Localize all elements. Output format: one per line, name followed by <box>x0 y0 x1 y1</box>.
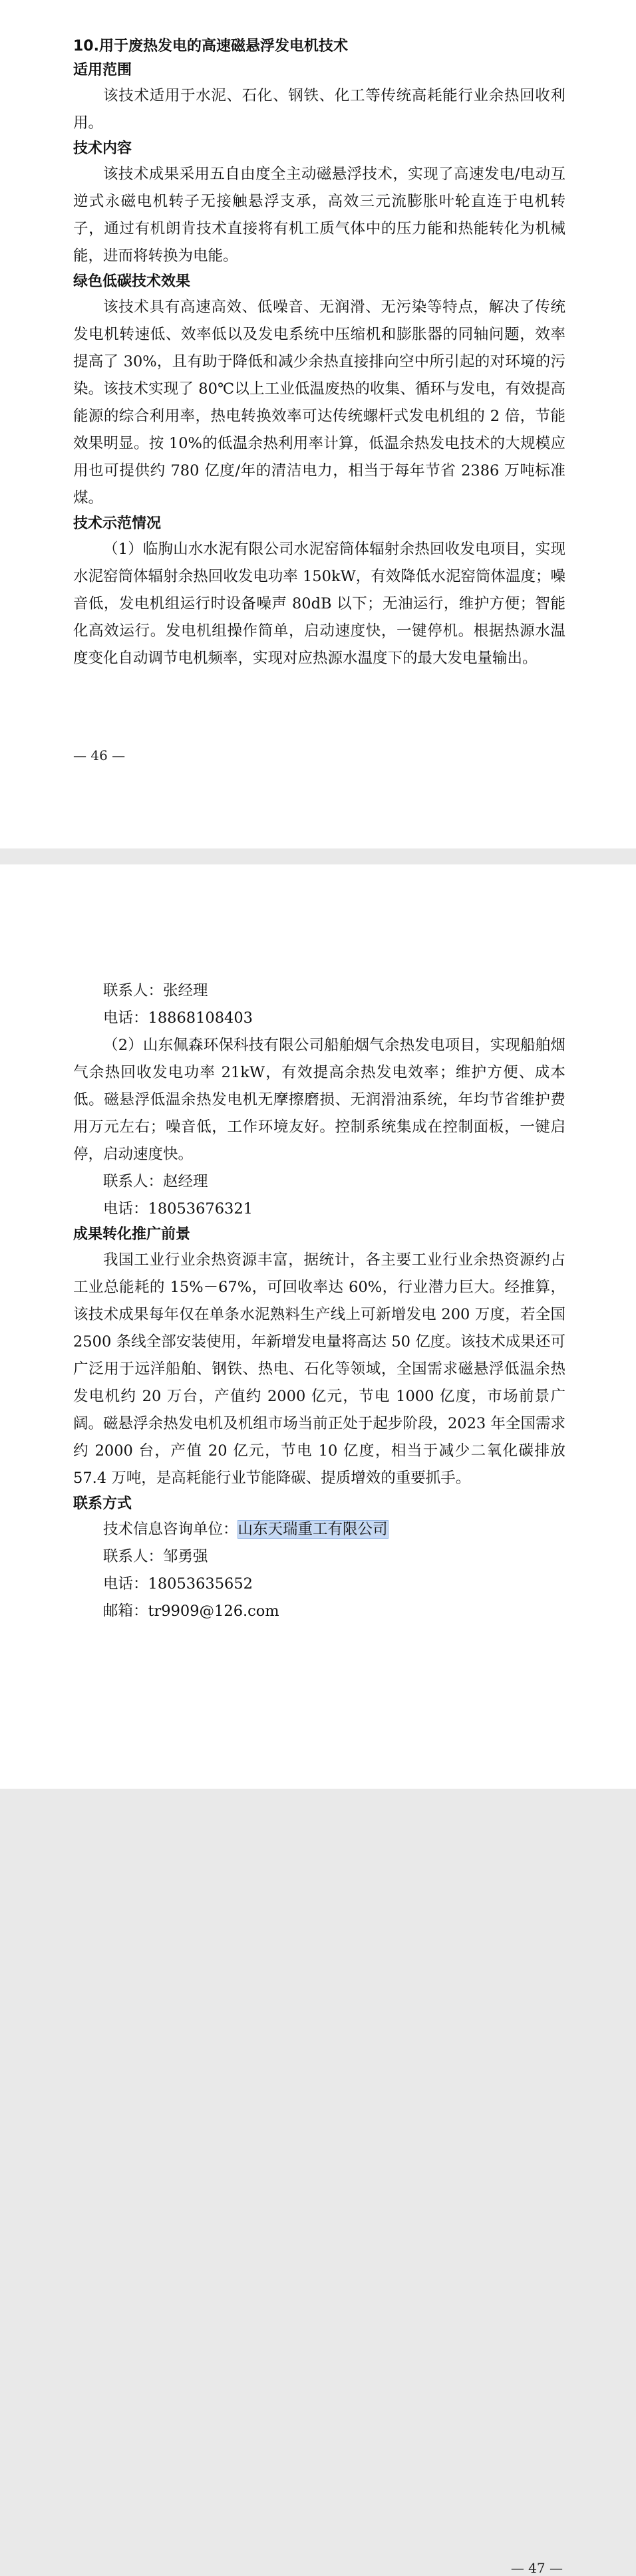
scope-heading: 适用范围 <box>73 62 132 78</box>
case-2-contact-phone: 电话：18053676321 <box>103 1200 253 1218</box>
page-number: — 47 — <box>510 2560 563 2576</box>
section-title: 10.用于废热发电的高速磁悬浮发电机技术 <box>73 38 348 55</box>
page-47-content <box>73 977 565 1625</box>
case-1-contact-person: 联系人：张经理 <box>103 982 208 999</box>
tech-content-text: 该技术成果采用五自由度全主动磁悬浮技术，实现了高速发电/电动互逆式永磁电机转子无接触悬浮支承，高效三元流膨胀叶轮直连于电机转子，通过有机朗肯技术直接将有机工质气体中的压力能和热能转化为机械能，进而将转换为电能。 <box>73 166 565 265</box>
prospect-heading: 成果转化推广前景 <box>73 1226 191 1243</box>
demo-heading: 技术示范情况 <box>73 515 162 532</box>
contact-email: 邮箱：tr9909@126.com <box>103 1603 279 1620</box>
page-number: — 46 — <box>73 747 126 763</box>
contact-person: 联系人：邹勇强 <box>103 1548 208 1565</box>
contact-unit-label: 技术信息咨询单位： <box>103 1521 238 1538</box>
green-effect-heading: 绿色低碳技术效果 <box>73 273 191 290</box>
contact-unit <box>73 1516 565 1543</box>
contact-phone: 电话：18053635652 <box>103 1575 253 1593</box>
page-46-content <box>73 35 565 672</box>
demo-case-2-text: （2）山东佩森环保科技有限公司船舶烟气余热发电项目，实现船舶烟气余热回收发电功率 21kW，有效提高余热发电效率；维护方便、成本低。磁悬浮低温余热发电机无摩擦磨损、无润滑油系统，年均节省维护费用万元左右；噪音低，工作环境友好。控制系统集成在控制面板，一键启停，启动速度快。 <box>73 1037 565 1163</box>
scope-text: 该技术适用于水泥、石化、钢铁、化工等传统高耗能行业余热回收利用。 <box>73 87 565 132</box>
demo-case-1-text: （1）临朐山水水泥有限公司水泥窑筒体辐射余热回收发电项目，实现水泥窑筒体辐射余热回收发电功率 150kW，有效降低水泥窑筒体温度；噪音低，发电机组运行时设备噪声 80dB 以下；无油运行，维护方便；智能化高效运行。发电机组操作简单，启动速度快，一键停机。根据热源水温度变化自动调节电机频率，实现对应热源水温度下的最大发电量输出。 <box>73 541 565 667</box>
case-1-contact-phone: 电话：18868108403 <box>103 1009 253 1027</box>
contact-heading: 联系方式 <box>73 1495 132 1512</box>
page-47 <box>0 864 636 2576</box>
prospect-text: 我国工业行业余热资源丰富，据统计，各主要工业行业余热资源约占工业总能耗的 15%－67%，可回收率达 60%，行业潜力巨大。经推算，该技术成果每年仅在单条水泥熟料生产线上可新增发电 200 万度，若全国 2500 条线全部安装使用，年新增发电量将高达 50 亿度。该技术成果还可广泛用于远洋船舶、钢铁、热电、石化等领域，全国需求磁悬浮低温余热发电机约 20 万台，产值约 2000 亿元，节电 1000 亿度，市场前景广阔。磁悬浮余热发电机及机组市场当前正处于起步阶段，2023 年全国需求约 2000 台，产值 20 亿元，节电 10 亿度，相当于减少二氧化碳排放 57.4 万吨，是高耗能行业节能降碳、提质增效的重要抓手。 <box>73 1251 565 1487</box>
contact-unit-name-selected[interactable]: 山东天瑞重工有限公司 <box>238 1521 388 1538</box>
case-2-contact-person: 联系人：赵经理 <box>103 1173 208 1190</box>
tech-content-heading: 技术内容 <box>73 140 132 157</box>
page-46 <box>0 0 636 848</box>
green-effect-text: 该技术具有高速高效、低噪音、无润滑、无污染等特点，解决了传统发电机转速低、效率低以及发电系统中压缩机和膨胀器的同轴问题，效率提高了 30%，且有助于降低和减少余热直接排向空中所引起的对环境的污染。该技术实现了 80℃以上工业低温废热的收集、循环与发电，有效提高能源的综合利用率，热电转换效率可达传统螺杆式发电机组的 2 倍，节能效果明显。按 10%的低温余热利用率计算，低温余热发电技术的大规模应用也可提供约 780 亿度/年的清洁电力，相当于每年节省 2386 万吨标准煤。 <box>73 299 565 507</box>
